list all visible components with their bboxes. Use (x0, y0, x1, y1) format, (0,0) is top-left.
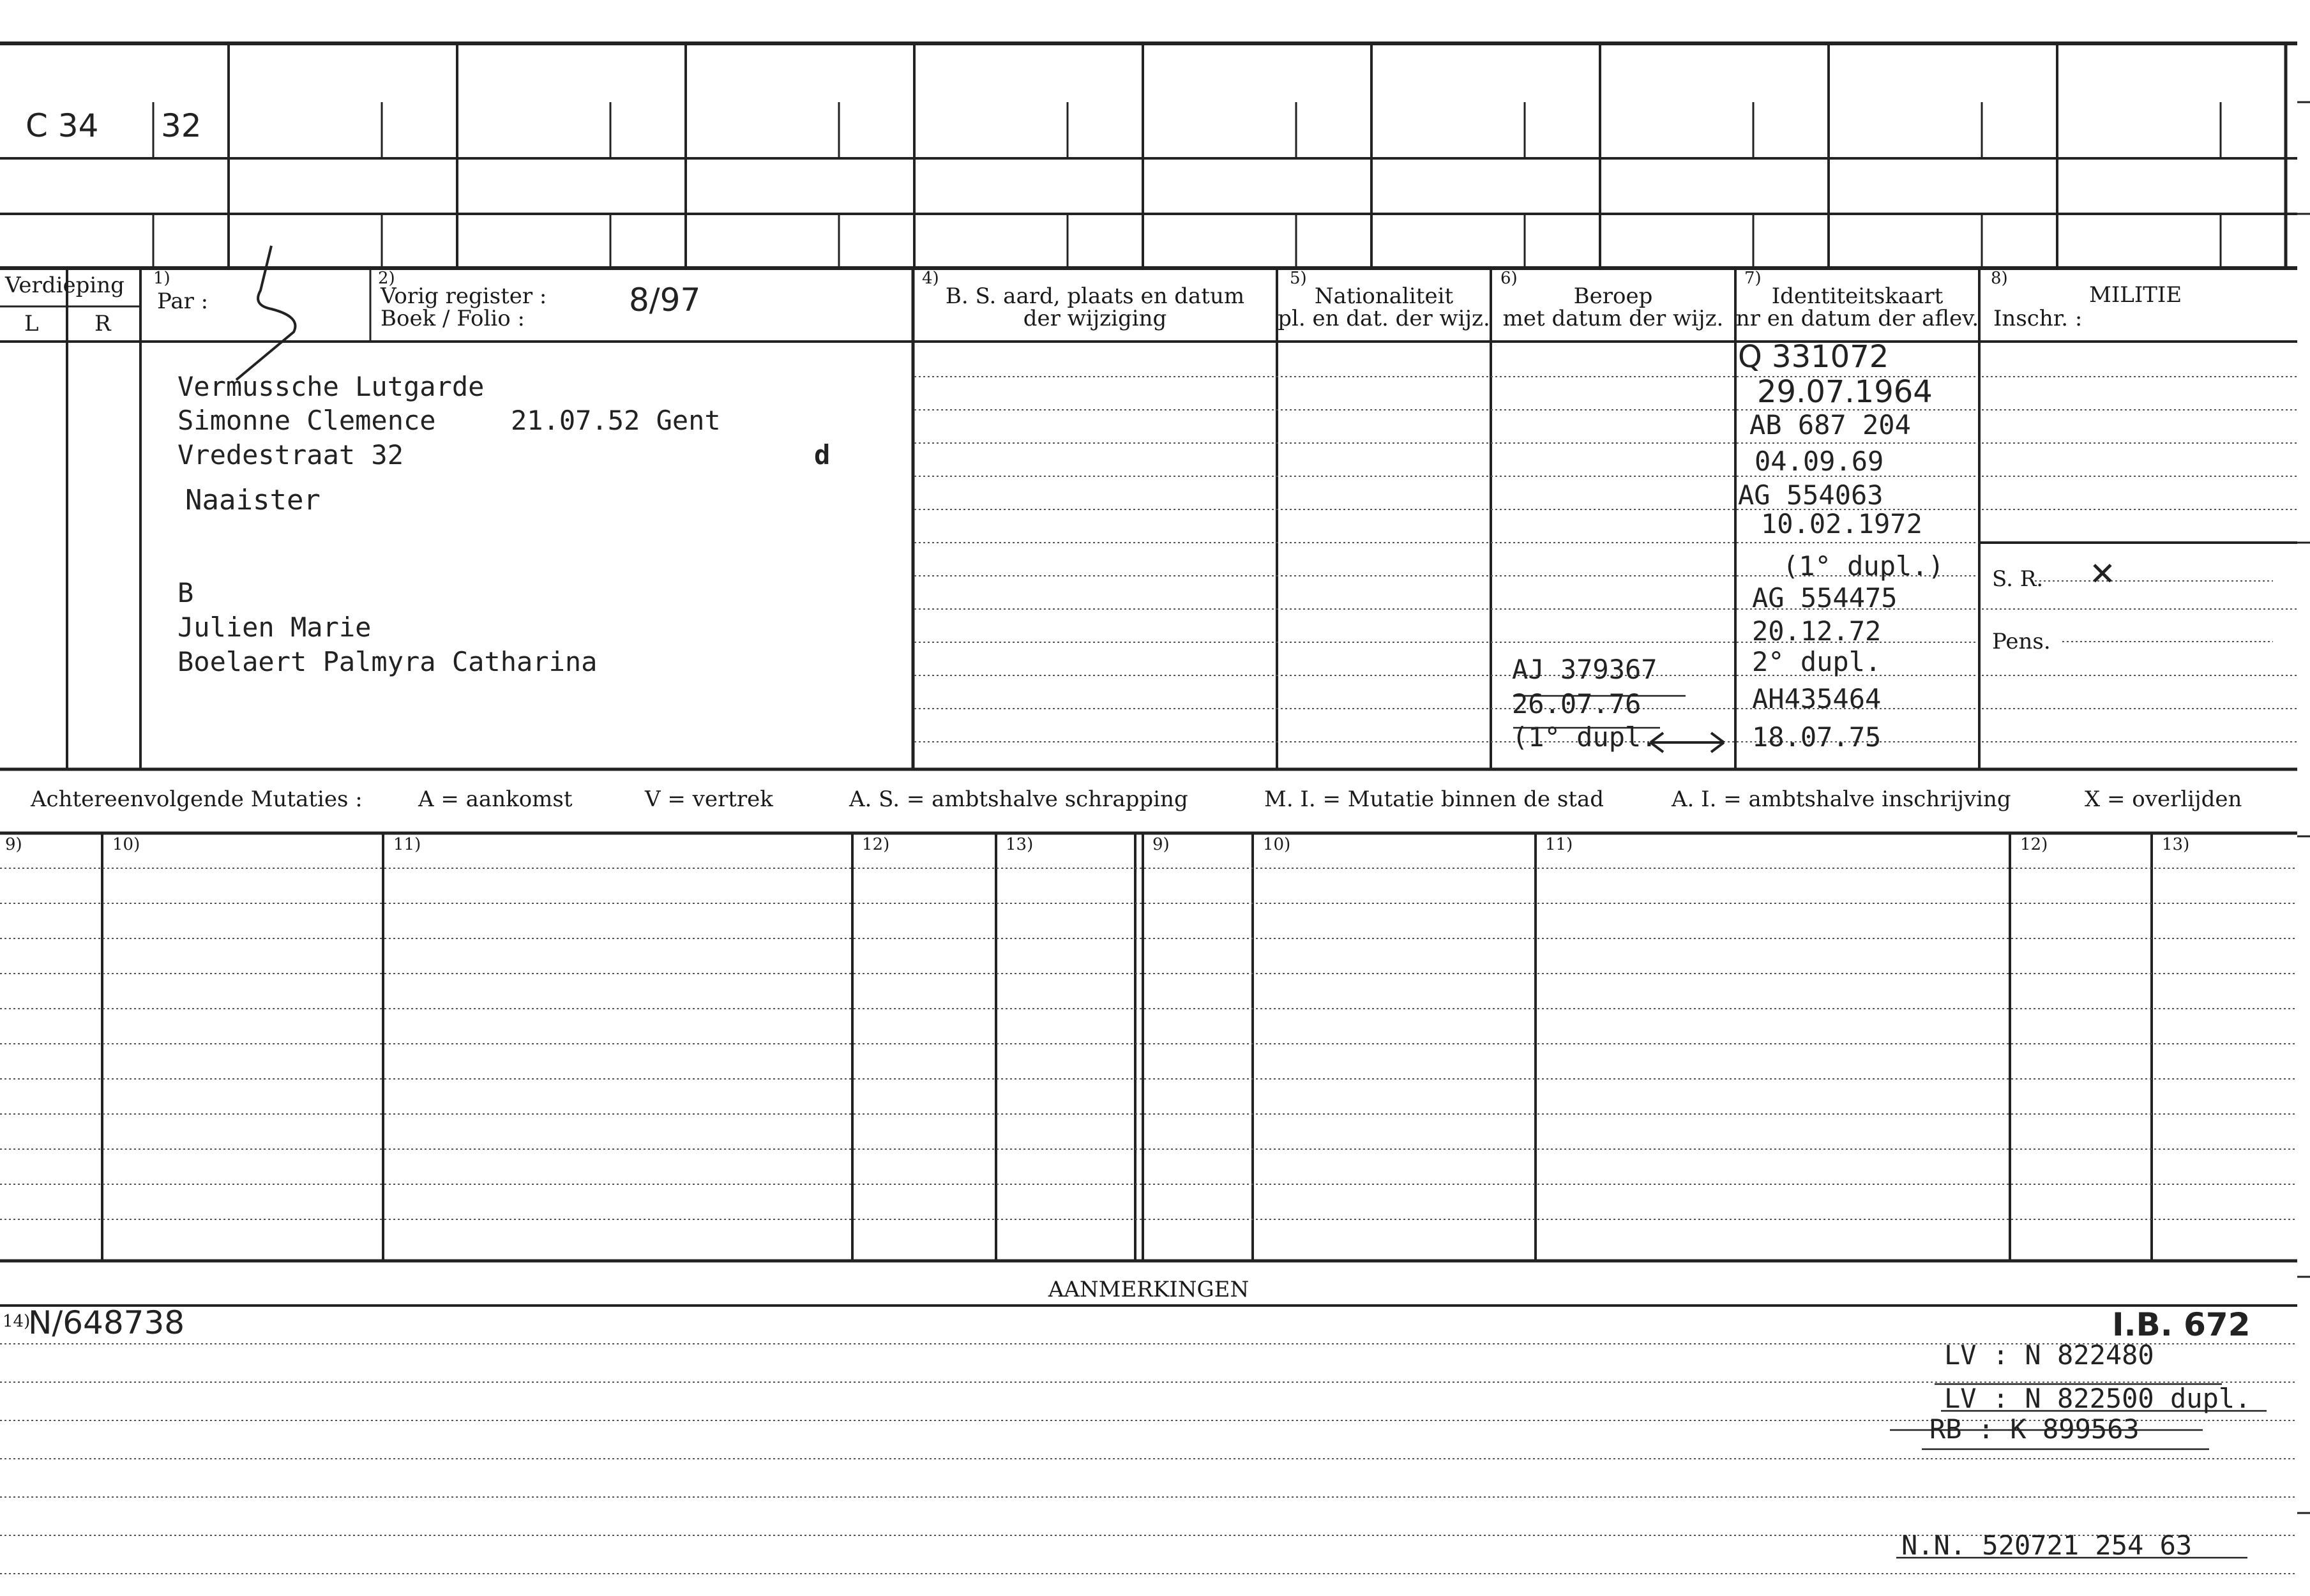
id-card-entry: 29.07.1964 (1757, 374, 1933, 410)
mutation-col-number: 12) (2020, 835, 2048, 854)
header-vorig-register-label: Vorig register : (381, 283, 547, 309)
header-identiteitskaart-line1: Identiteitskaart (1771, 283, 1944, 309)
id-card-entry: AG 554475 (1752, 582, 1898, 614)
par-handwritten-mark (236, 246, 295, 380)
header-bs-line2: der wijziging (1023, 306, 1167, 331)
id-card-entry: 20.12.72 (1752, 615, 1882, 647)
person-parents-mark: B (177, 577, 194, 608)
header-col-l: L (24, 311, 39, 336)
legend-overlijden: X = overlijden (2085, 787, 2242, 812)
header-beroep-line2: met datum der wijz. (1502, 306, 1724, 331)
header-c1-number: 1) (153, 269, 170, 288)
beroep-entry: AJ 379367 (1512, 654, 1657, 685)
mutation-col-number: 10) (1263, 835, 1291, 854)
person-status-mark: d (814, 439, 831, 471)
person-name: Vermussche Lutgarde (177, 371, 485, 402)
remarks-lv1: LV : N 822480 (1944, 1339, 2154, 1371)
remarks-code: N/648738 (28, 1304, 185, 1341)
header-identiteitskaart-line2: nr en datum der aflev. (1735, 306, 1979, 331)
legend-ambtshalve-schrapping: A. S. = ambtshalve schrapping (849, 787, 1188, 812)
header-c7-number: 7) (1744, 269, 1762, 288)
person-mother: Boelaert Palmyra Catharina (177, 646, 598, 677)
legend-mutatie-binnen-stad: M. I. = Mutatie binnen de stad (1264, 787, 1604, 812)
header-boek-folio-label: Boek / Folio : (381, 306, 525, 331)
header-c6-number: 6) (1500, 269, 1518, 288)
card-number: 32 (161, 107, 202, 144)
person-first-names: Simonne Clemence (177, 405, 436, 436)
legend-ambtshalve-inschrijving: A. I. = ambtshalve inschrijving (1672, 787, 2011, 812)
beroep-arrow-mark (1650, 733, 1724, 752)
remarks-nn: N.N. 520721 254 63 (1901, 1530, 2193, 1561)
militie-pens-label: Pens. (1992, 629, 2051, 654)
militie-sr-mark: ✕ (2089, 555, 2116, 592)
mutation-col-number: 11) (393, 835, 421, 854)
beroep-entry: 26.07.76 (1512, 688, 1642, 719)
header-nationaliteit-line1: Nationaliteit (1314, 283, 1454, 309)
header-c2-number: 2) (378, 269, 395, 288)
remarks-title: AANMERKINGEN (1048, 1277, 1249, 1302)
person-birth: 21.07.52 Gent (511, 405, 721, 436)
header-militie-title: MILITIE (2089, 282, 2182, 308)
mutation-col-number: 10) (112, 835, 140, 854)
card-code: C 34 (26, 107, 99, 144)
header-c5-number: 5) (1290, 269, 1307, 288)
legend-vertrek: V = vertrek (645, 787, 773, 812)
header-par-label: Par : (157, 289, 209, 314)
remarks-number: 14) (3, 1312, 31, 1331)
person-address: Vredestraat 32 (177, 439, 404, 471)
header-verdieping: Verdieping (5, 273, 125, 298)
legend-aankomst: A = aankomst (418, 787, 573, 812)
id-card-entry: 18.07.75 (1752, 721, 1882, 753)
header-c8-number: 8) (1991, 269, 2008, 288)
header-col-r: R (94, 311, 111, 336)
vorig-register-value: 8/97 (629, 282, 701, 319)
militie-sr-label: S. R. (1992, 566, 2044, 592)
mutation-col-number: 9) (1152, 835, 1170, 854)
remarks-rb: RB : K 899563 (1929, 1413, 2140, 1445)
header-c4-number: 4) (922, 269, 939, 288)
id-card-entry: Q 331072 (1738, 339, 1889, 375)
id-card-entry: AH435464 (1752, 683, 1882, 714)
header-bs-line1: B. S. aard, plaats en datum (945, 283, 1245, 309)
id-card-entry: AG 554063 (1738, 479, 1883, 511)
id-card-entry: 04.09.69 (1755, 446, 1884, 477)
id-card-entry: 2° dupl. (1752, 646, 1882, 677)
mutation-col-number: 11) (1545, 835, 1573, 854)
remarks-ib: I.B. 672 (2112, 1306, 2251, 1343)
remarks-lv2: LV : N 822500 dupl. (1944, 1383, 2251, 1414)
header-inschr-label: Inschr. : (1993, 306, 2083, 331)
id-card-entry: (1° dupl.) (1783, 550, 1944, 582)
person-profession: Naaister (185, 484, 321, 516)
mutation-col-number: 13) (2162, 835, 2190, 854)
person-father: Julien Marie (177, 612, 372, 643)
mutation-col-number: 9) (5, 835, 22, 854)
header-nationaliteit-line2: pl. en dat. der wijz. (1278, 306, 1490, 331)
mutation-col-number: 13) (1006, 835, 1034, 854)
legend-title: Achtereenvolgende Mutaties : (31, 787, 363, 812)
id-card-entry: AB 687 204 (1749, 409, 1911, 440)
mutation-col-number: 12) (862, 835, 890, 854)
beroep-entry: (1° dupl. (1512, 721, 1657, 753)
header-beroep-line1: Beroep (1573, 283, 1653, 309)
id-card-entry: 10.02.1972 (1761, 508, 1922, 539)
